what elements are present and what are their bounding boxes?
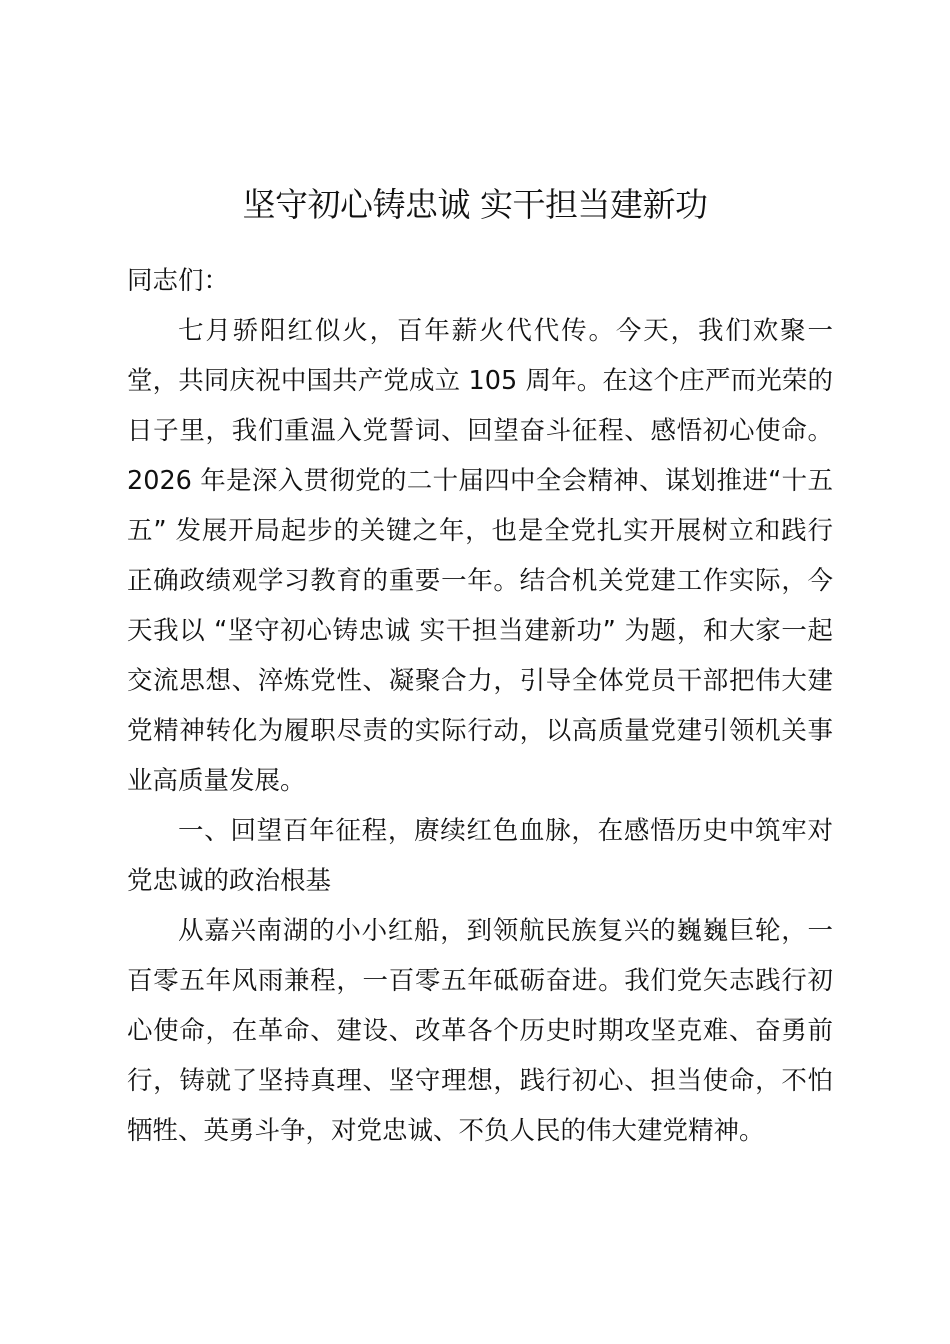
section-heading-1: 一、回望百年征程，赓续红色血脉，在感悟历史中筑牢对党忠诚的政治根基: [127, 816, 833, 896]
document-body: [127, 256, 833, 1156]
paragraph-intro: 七月骄阳红似火，百年薪火代代传。今天，我们欢聚一堂，共同庆祝中国共产党成立 105 周年。在这个庄严而光荣的日子里，我们重温入党誓词、回望奋斗征程、感悟初心使命。2026 年是深入贯彻党的二十届四中全会精神、谋划推进“十五五” 发展开局起步的关键之年，也是全党扎实开展树立和践行正确政绩观学习教育的重要一年。结合机关党建工作实际，今天我以 “坚守初心铸忠诚 实干担当建新功” 为题，和大家一起交流思想、淬炼党性、凝聚合力，引导全体党员干部把伟大建党精神转化为履职尽责的实际行动，以高质量党建引领机关事业高质量发展。: [127, 316, 833, 796]
paragraph-history: 从嘉兴南湖的小小红船，到领航民族复兴的巍巍巨轮，一百零五年风雨兼程，一百零五年砥砺奋进。我们党矢志践行初心使命，在革命、建设、改革各个历史时期攻坚克难、奋勇前行，铸就了坚持真理、坚守理想，践行初心、担当使命，不怕牺牲、英勇斗争，对党忠诚、不负人民的伟大建党精神。: [127, 916, 833, 1146]
document-title: 坚守初心铸忠诚 实干担当建新功: [242, 185, 708, 224]
salutation: 同志们：: [127, 266, 230, 296]
